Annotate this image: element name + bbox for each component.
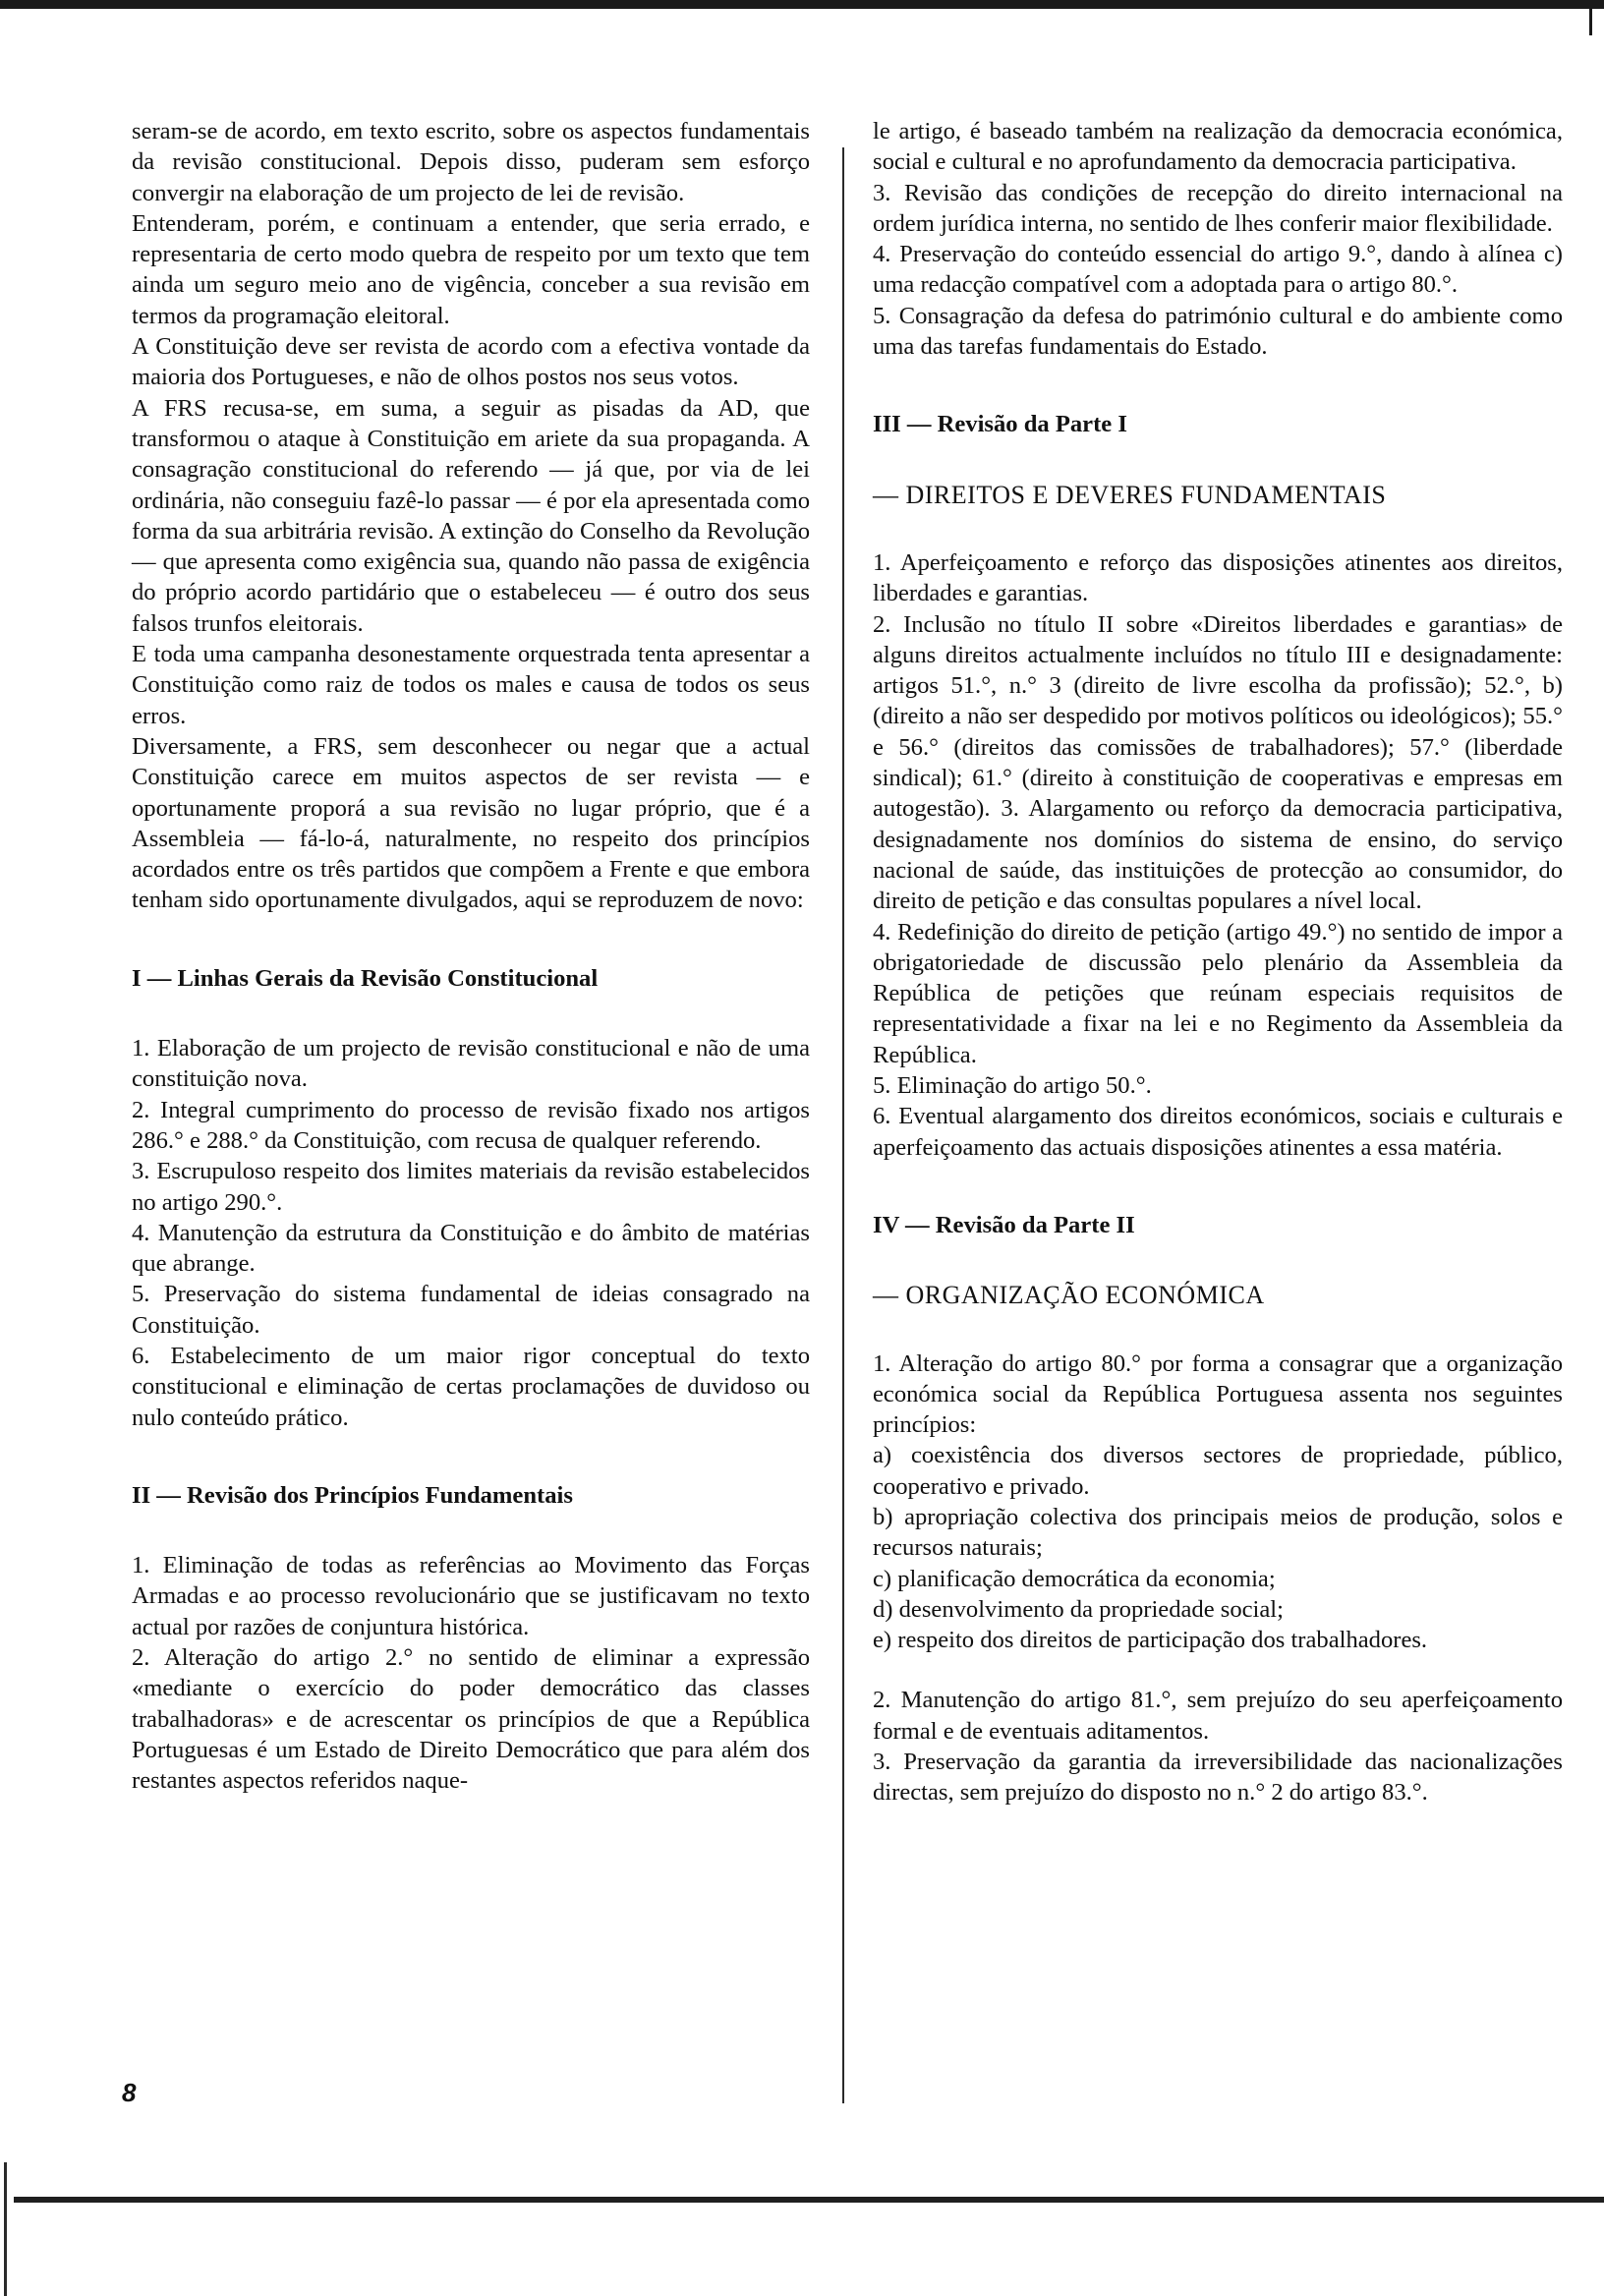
section-subheading: — ORGANIZAÇÃO ECONÓMICA <box>873 1281 1265 1310</box>
list-item: 2. Integral cumprimento do processo de revisão fixado nos artigos 286.° e 288.° da Constituição, com recusa de qualquer referendo. <box>132 1096 810 1154</box>
list-item: 2. Manutenção do artigo 81.°, sem prejuízo do seu aperfeiçoamento formal e de eventuais aditamentos. <box>873 1687 1563 1745</box>
list-item: 1. Alteração do artigo 80.° por forma a consagrar que a organização económica social da República Portuguesa assenta nos seguintes princípios: <box>873 1349 1563 1439</box>
list-item: b) apropriação colectiva dos principais meios de produção, solos e recursos naturais; <box>873 1503 1563 1562</box>
intro-paragraph: seram-se de acordo, em texto escrito, sobre os aspectos fundamentais da revisão constitucional. Depois disso, puderam sem esforço convergir na elaboração de um projecto de lei de revisão. <box>132 118 810 206</box>
list-item: 3. Preservação da garantia da irreversibilidade das nacionalizações directas, sem prejuízo do disposto no n.° 2 do artigo 83.°. <box>873 1749 1563 1807</box>
list-item: 6. Eventual alargamento dos direitos económicos, sociais e culturais e aperfeiçoamento das actuais disposições atinentes a essa matéria. <box>873 1103 1563 1161</box>
spacer <box>873 1655 1563 1685</box>
list-item: 1. Eliminação de todas as referências ao Movimento das Forças Armadas e ao processo revolucionário que se justificavam no texto actual por razões de conjuntura histórica. <box>132 1552 810 1640</box>
list-item: 5. Preservação do sistema fundamental de ideias consagrado na Constituição. <box>132 1281 810 1339</box>
list-item: e) respeito dos direitos de participação dos trabalhadores. <box>873 1627 1428 1654</box>
section-heading: IV — Revisão da Parte II <box>873 1211 1135 1238</box>
list-item: le artigo, é baseado também na realização da democracia económica, social e cultural e no aprofundamento da democracia participativa. <box>873 118 1563 176</box>
list-item: d) desenvolvimento da propriedade social; <box>873 1595 1284 1623</box>
scan-bottom-border <box>14 2197 1604 2203</box>
column-divider <box>842 147 844 2103</box>
list-item: 3. Escrupuloso respeito dos limites materiais da revisão estabelecidos no artigo 290.°. <box>132 1158 810 1216</box>
section-heading: I — Linhas Gerais da Revisão Constitucional <box>132 964 599 992</box>
left-column <box>132 116 810 1797</box>
intro-paragraph: Diversamente, a FRS, sem desconhecer ou negar que a actual Constituição carece em muitos aspectos de ser revista — e oportunamente proporá a sua revisão no lugar próprio, que é a Assembleia — fá-lo-á, naturalmente, no respeito dos princípios acordados entre os três partidos que compõem a Frente e que embora tenham sido oportunamente divulgados, aqui se reproduzem de novo: <box>132 732 810 914</box>
list-item: 4. Manutenção da estrutura da Constituição e do âmbito de matérias que abrange. <box>132 1219 810 1278</box>
scan-left-edge <box>4 2162 7 2296</box>
intro-paragraph: Entenderam, porém, e continuam a entender, que seria errado, e representaria de certo modo quebra de respeito por um texto que tem ainda um seguro meio ano de vigência, conceber a sua revisão em termos da programação eleitoral. <box>132 209 810 329</box>
list-item: 4. Redefinição do direito de petição (artigo 49.°) no sentido de impor a obrigatoriedade de discussão pelo plenário da Assembleia da República de petições que reúnam especiais requisitos de representatividade a fixar na lei e no Regimento da Assembleia da República. <box>873 918 1563 1068</box>
right-column <box>873 116 1563 1808</box>
list-item: 5. Eliminação do artigo 50.°. <box>873 1072 1152 1100</box>
scan-top-border <box>0 0 1604 9</box>
scan-corner-mark <box>1589 0 1592 35</box>
list-item: 2. Alteração do artigo 2.° no sentido de eliminar a expressão «mediante o exercício do poder democrático das classes trabalhadoras» e de acrescentar os princípios de que a República Portuguesas é um Estado de Direito Democrático que para além dos restantes aspectos referidos naque- <box>132 1644 810 1795</box>
list-item: 4. Preservação do conteúdo essencial do artigo 9.°, dando à alínea c) uma redacção compatível com a adoptada para o artigo 80.°. <box>873 241 1563 299</box>
intro-paragraph: E toda uma campanha desonestamente orquestrada tenta apresentar a Constituição como raiz de todos os males e causa de todos os seus erros. <box>132 641 810 729</box>
section-subheading: — DIREITOS E DEVERES FUNDAMENTAIS <box>873 480 1387 509</box>
page-number: 8 <box>122 2078 137 2107</box>
list-item: 6. Estabelecimento de um maior rigor conceptual do texto constitucional e eliminação de certas proclamações de duvidoso ou nulo conteúdo prático. <box>132 1342 810 1431</box>
list-item: 1. Elaboração de um projecto de revisão constitucional e não de uma constituição nova. <box>132 1035 810 1093</box>
list-item: c) planificação democrática da economia; <box>873 1565 1276 1592</box>
intro-paragraph: A FRS recusa-se, em suma, a seguir as pisadas da AD, que transformou o ataque à Constituição em ariete da sua propaganda. A consagração constitucional do referendo — já que, por via de lei ordinária, não conseguiu fazê-lo passar — é por ela apresentada como forma da sua arbitrária revisão. A extinção do Conselho da Revolução — que apresenta como exigência sua, quando não passa de exigência do próprio acordo partidário que o estabeleceu — é outro dos seus falsos trunfos eleitorais. <box>132 394 810 637</box>
list-item: 3. Revisão das condições de recepção do direito internacional na ordem jurídica interna, no sentido de lhes conferir maior flexibilidade. <box>873 179 1563 237</box>
section-heading: II — Revisão dos Princípios Fundamentais <box>132 1481 573 1509</box>
list-item: 1. Aperfeiçoamento e reforço das disposições atinentes aos direitos, liberdades e garantias. <box>873 548 1563 607</box>
intro-paragraph: A Constituição deve ser revista de acordo com a efectiva vontade da maioria dos Portugueses, e não de olhos postos nos seus votos. <box>132 333 810 391</box>
list-item: 2. Inclusão no título II sobre «Direitos liberdades e garantias» de alguns direitos actualmente incluídos no título III e designadamente: artigos 51.°, n.° 3 (direito de livre escolha da profissão); 52.°, b) (direito a não ser despedido por motivos políticos ou ideológicos); 55.° e 56.° (direitos das comissões de trabalhadores); 57.° (liberdade sindical); 61.° (direito à constituição de cooperativas e empresas em autogestão). 3. Alargamento ou reforço da democracia participativa, designadamente nos domínios do sistema de ensino, do serviço nacional de saúde, das instituições de protecção ao consumidor, do direito de petição e das consultas populares a nível local. <box>873 610 1563 915</box>
list-item: 5. Consagração da defesa do património cultural e do ambiente como uma das tarefas fundamentais do Estado. <box>873 302 1563 361</box>
list-item: a) coexistência dos diversos sectores de propriedade, público, cooperativo e privado. <box>873 1442 1563 1500</box>
section-heading: III — Revisão da Parte I <box>873 411 1127 438</box>
